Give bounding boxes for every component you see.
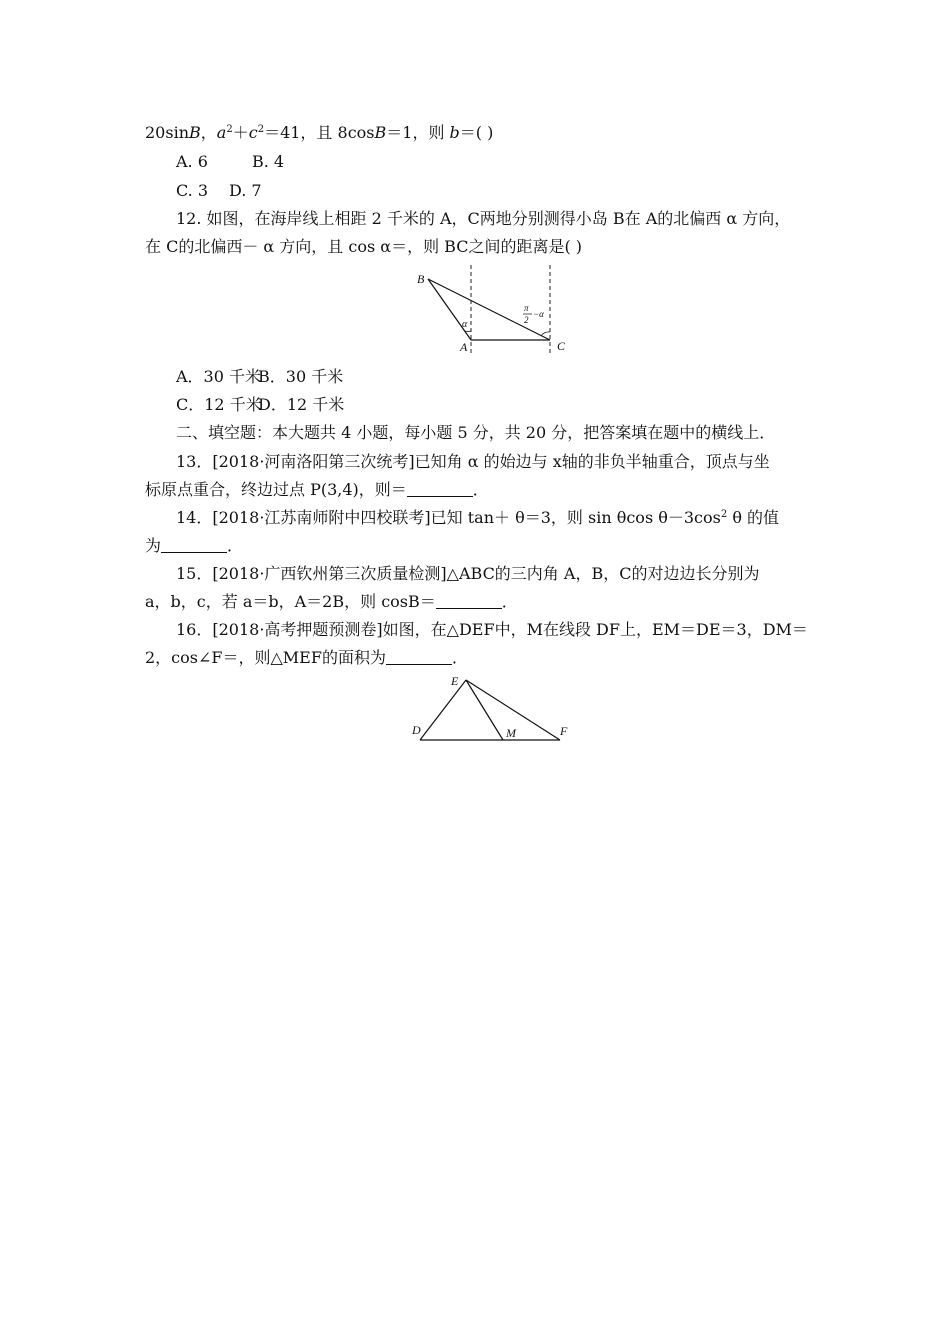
q16-line2: 2，cos∠F＝，则△MEF的面积为 ．: [145, 648, 468, 667]
q12-line1: 12. 如图，在海岸线上相距 2 千米的 A，C两地分别测得小岛 B在 A的北偏西 α 方向，: [176, 209, 791, 228]
segment-de: [420, 680, 466, 740]
q12-option-c: C．12 千米: [176, 395, 262, 414]
q11-option-d: D. 7: [229, 181, 262, 200]
q16-line1: 16．[2018·高考押题预测卷]如图，在△DEF中，M在线段 DF上，EM＝DE＝3，DM＝: [176, 620, 808, 639]
q12-figure: [410, 265, 580, 355]
label-c: C: [557, 339, 566, 353]
q12-option-a: A．30 千米: [176, 367, 262, 386]
q14-line1: 14．[2018·江苏南师附中四校联考]已知 tan＋ θ＝3，则 sin θcos $\theta-3\cos^2$ θ 的值: [176, 508, 780, 527]
q11-option-a: A. 6: [176, 152, 208, 171]
angle-arc-c: [541, 332, 550, 336]
angle-denominator: 2: [524, 315, 529, 325]
segment-bc: [428, 279, 550, 340]
q14-answer-blank: [161, 538, 227, 553]
q11-option-c: C. 3: [176, 181, 209, 200]
section-2-heading: 二、填空题：本大题共 4 小题，每小题 5 分，共 20 分，把答案填在题中的横线上．: [176, 423, 776, 442]
q15-line2: a，b，c，若 a＝b，A＝2B，则 cosB＝ ．: [145, 592, 518, 611]
angle-numerator: π: [524, 303, 529, 313]
q15-answer-blank: [436, 594, 502, 609]
q13-line1: 13．[2018·河南洛阳第三次统考]已知角 α 的始边与 x轴的非负半轴重合，顶点与坐: [176, 452, 770, 471]
label-d: D: [412, 723, 421, 737]
q12-line2: 在 C的北偏西－ α 方向，且 cos α＝，则 BC之间的距离是( ): [145, 237, 583, 256]
q12-option-b: B．30 千米: [258, 367, 344, 386]
q11-option-b: B. 4: [252, 152, 285, 171]
q14-line2: 为 ．: [145, 536, 244, 555]
q13-answer-blank: [407, 482, 473, 497]
angle-arc-a: [465, 331, 471, 332]
q16-answer-blank: [386, 650, 452, 665]
q15-line1: 15．[2018·广西钦州第三次质量检测]△ABC的三内角 A，B，C的对边边长分别为: [176, 564, 760, 583]
label-m: M: [506, 726, 516, 740]
q11-stem: 20sinB，$a^2+c^2=41$，且 8cosB＝1，则 b＝( ): [145, 123, 494, 142]
q12-option-d: D．12 千米: [258, 395, 345, 414]
label-f: F: [560, 724, 568, 738]
q16-figure: [408, 672, 573, 744]
segment-em: [466, 680, 503, 740]
segment-ba: [428, 279, 471, 340]
label-a: A: [460, 340, 468, 354]
label-alpha: α: [462, 319, 468, 330]
angle-rest: −α: [533, 309, 544, 319]
label-b: B: [417, 272, 425, 286]
label-e: E: [451, 674, 459, 688]
q13-line2: 标原点重合，终边过点 P(3,4)，则＝ ．: [145, 480, 489, 499]
